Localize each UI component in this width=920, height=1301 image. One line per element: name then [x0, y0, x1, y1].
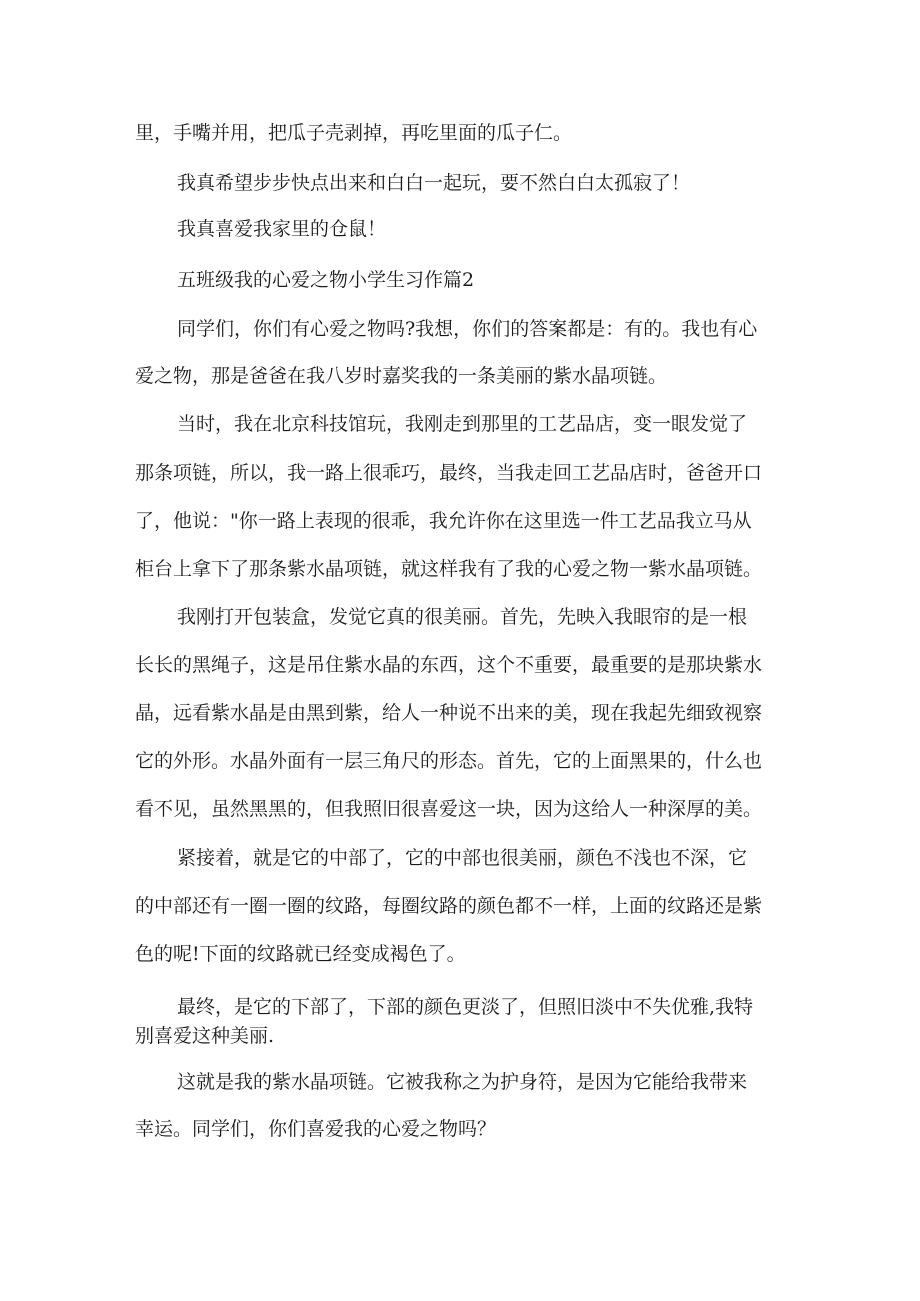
text-line: 最终，是它的下部了，下部的颜色更淡了，但照旧淡中不失优雅,我特 — [177, 996, 754, 1018]
text-line: 当时，我在北京科技馆玩，我刚走到那里的工艺品店，变一眼发觉了 — [177, 413, 748, 435]
text-line: 了，他说："你一路上表现的很乖，我允许你在这里选一件工艺品我立马从 — [135, 510, 752, 532]
text-line: 紧接着，就是它的中部了，它的中部也很美丽，颜色不浅也不深，它 — [177, 847, 748, 869]
text-line: 那条项链，所以，我一路上很乖巧，最终，当我走回工艺品店时，爸爸开口 — [135, 462, 763, 484]
text-line: 同学们，你们有心爱之物吗?我想，你们的答案都是：有的。我也有心 — [177, 318, 758, 340]
text-line: 里，手嘴并用，把瓜子壳剥掉，再吃里面的瓜子仁。 — [135, 122, 573, 144]
text-line: 的中部还有一圈一圈的纹路，每圈纹路的颜色都不一样，上面的纹路还是紫 — [135, 895, 763, 917]
text-line: 它的外形。水晶外面有一层三角尺的形态。首先，它的上面黑果的，什么也 — [135, 750, 763, 772]
text-line: 色的呢!下面的纹路就已经变成褐色了。 — [135, 943, 466, 965]
text-line: 晶，远看紫水晶是由黑到紫，给人一种说不出来的美，现在我起先细致视察 — [135, 702, 763, 724]
text-line: 长长的黑绳子，这是吊住紫水晶的东西，这个不重要，最重要的是那块紫水 — [135, 654, 763, 676]
text-line: 看不见，虽然黑黑的，但我照旧很喜爱这一块，因为这给人一种深厚的美。 — [135, 798, 763, 820]
section-heading: 五班级我的心爱之物小学生习作篇2 — [177, 269, 475, 291]
text-line: 我刚打开包装盒，发觉它真的很美丽。首先，先映入我眼帘的是一根 — [177, 606, 748, 628]
text-line: 幸运。同学们，你们喜爱我的心爱之物吗？ — [135, 1118, 497, 1140]
text-line: 爱之物，那是爸爸在我八岁时嘉奖我的一条美丽的紫水晶项链。 — [135, 365, 668, 387]
text-line: 我真希望步步快点出来和白白一起玩，要不然白白太孤寂了！ — [177, 172, 691, 194]
text-line: 我真喜爱我家里的仓鼠！ — [177, 218, 387, 240]
text-line: 别喜爱这种美丽. — [135, 1025, 275, 1047]
text-line: 这就是我的紫水晶项链。它被我称之为护身符，是因为它能给我带来 — [177, 1071, 748, 1093]
text-line: 柜台上拿下了那条紫水晶项链，就这样我有了我的心爱之物一紫水晶项链。 — [135, 558, 763, 580]
